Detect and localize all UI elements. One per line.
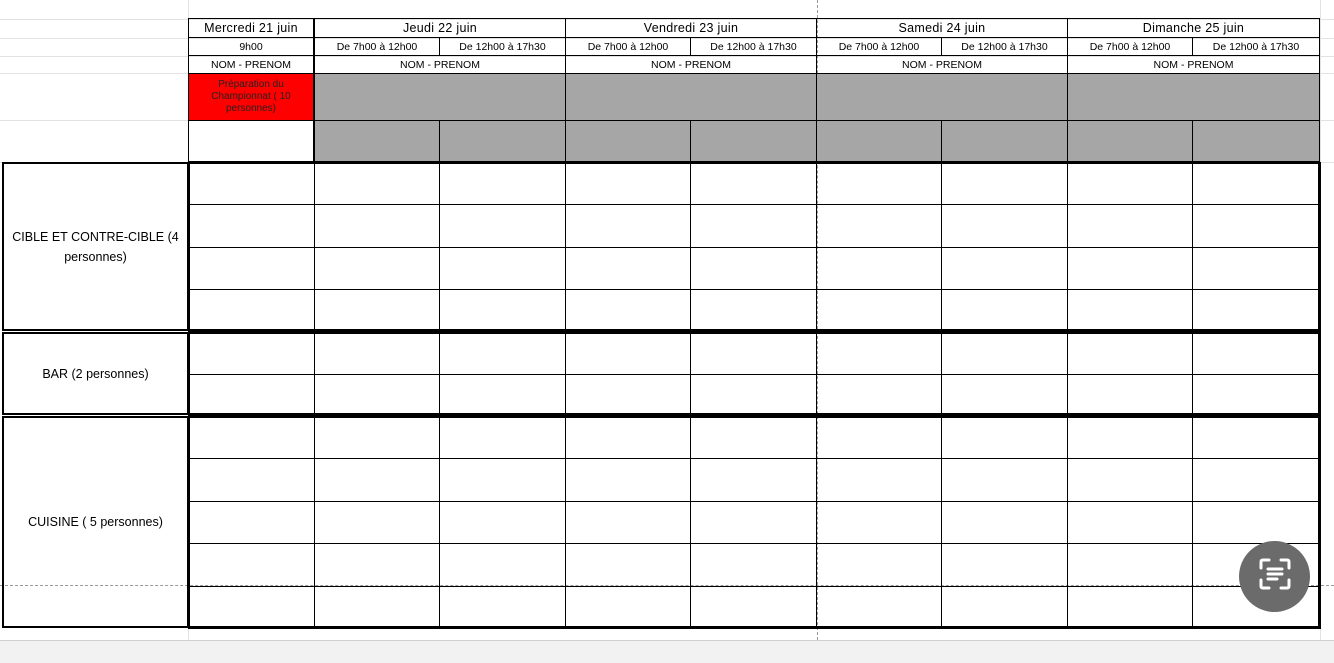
blocked-cell (816, 73, 1068, 121)
blocked-cell (1067, 120, 1193, 162)
section-frame-cible (188, 162, 1320, 331)
slot-vendredi-pm: De 12h00 à 17h30 (690, 37, 817, 56)
section-label-bar: BAR (2 personnes) (2, 332, 189, 415)
blocked-cell (439, 120, 566, 162)
blocked-cell (941, 120, 1068, 162)
slot-samedi-am: De 7h00 à 12h00 (816, 37, 942, 56)
slot-jeudi-pm: De 12h00 à 17h30 (439, 37, 566, 56)
nom-prenom-jeudi: NOM - PRENOM (314, 55, 566, 74)
empty-cell[interactable] (188, 120, 314, 162)
nom-prenom-mercredi: NOM - PRENOM (188, 55, 314, 74)
blocked-cell (1192, 120, 1320, 162)
bottom-bar (0, 640, 1334, 663)
blocked-cell (314, 120, 440, 162)
blocked-cell (565, 120, 691, 162)
day-header-dimanche: Dimanche 25 juin (1067, 18, 1320, 38)
section-frame-cuisine (188, 416, 1320, 628)
day-header-samedi: Samedi 24 juin (816, 18, 1068, 38)
text-scan-icon (1255, 554, 1295, 599)
slot-dimanche-pm: De 12h00 à 17h30 (1192, 37, 1320, 56)
nom-prenom-samedi: NOM - PRENOM (816, 55, 1068, 74)
slot-dimanche-am: De 7h00 à 12h00 (1067, 37, 1193, 56)
blocked-cell (690, 120, 817, 162)
slot-vendredi-am: De 7h00 à 12h00 (565, 37, 691, 56)
section-label-cible: CIBLE ET CONTRE-CIBLE (4 personnes) (2, 162, 189, 331)
blocked-cell (1067, 73, 1320, 121)
day-header-jeudi: Jeudi 22 juin (314, 18, 566, 38)
blocked-cell (565, 73, 817, 121)
nom-prenom-vendredi: NOM - PRENOM (565, 55, 817, 74)
preparation-cell[interactable]: Préparation du Championnat ( 10 personnes) (188, 73, 314, 121)
slot-mercredi: 9h00 (188, 37, 314, 56)
slot-jeudi-am: De 7h00 à 12h00 (314, 37, 440, 56)
section-frame-bar (188, 332, 1320, 415)
blocked-cell (314, 73, 566, 121)
text-scan-button[interactable] (1239, 541, 1310, 612)
blocked-cell (816, 120, 942, 162)
slot-samedi-pm: De 12h00 à 17h30 (941, 37, 1068, 56)
nom-prenom-dimanche: NOM - PRENOM (1067, 55, 1320, 74)
day-header-mercredi: Mercredi 21 juin (188, 18, 314, 38)
day-header-vendredi: Vendredi 23 juin (565, 18, 817, 38)
section-label-cuisine: CUISINE ( 5 personnes) (2, 416, 189, 628)
